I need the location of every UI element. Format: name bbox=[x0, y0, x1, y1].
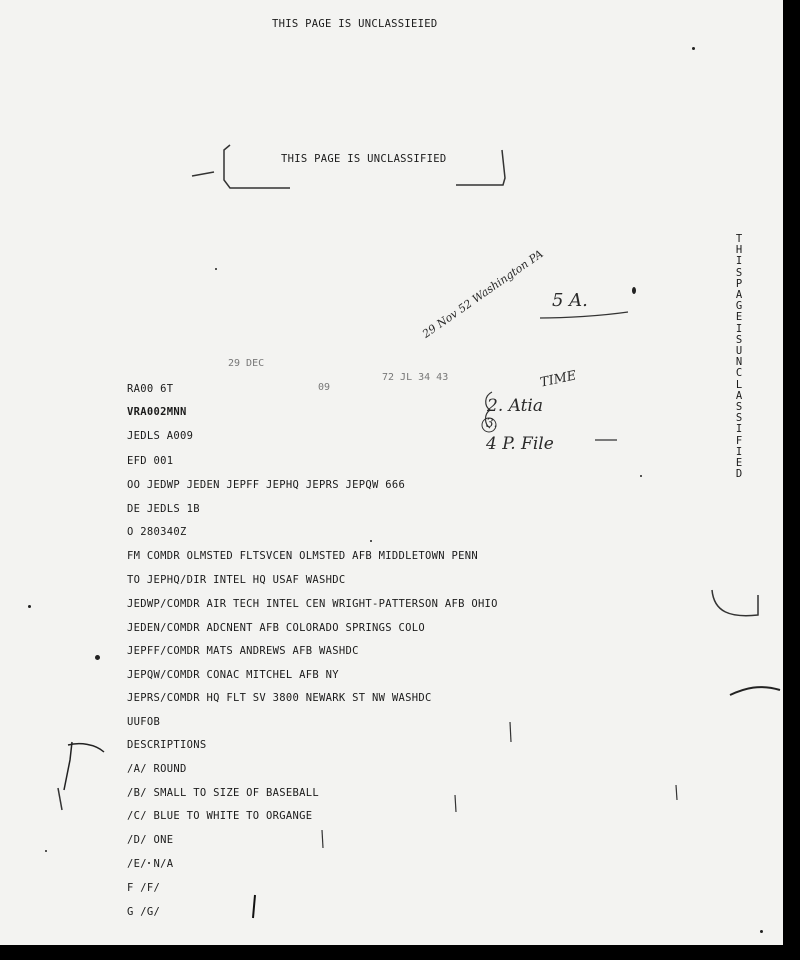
received-stamp-code: 72 JL 34 43 bbox=[382, 372, 449, 383]
classification-banner-side: THIS PAGE IS UNCLASSIFIED bbox=[735, 233, 749, 481]
message-line: JEDLS A009 bbox=[127, 430, 194, 442]
message-line: VRA002MNN bbox=[127, 406, 187, 418]
message-line: RA00 6T bbox=[127, 383, 174, 395]
message-line: /D/ ONE bbox=[127, 834, 174, 846]
message-line: /C/ BLUE TO WHITE TO ORGANGE bbox=[127, 810, 313, 822]
mark-right-squiggle bbox=[730, 687, 780, 695]
classification-banner-top: THIS PAGE IS UNCLASSIEIED bbox=[272, 18, 438, 30]
message-line: /B/ SMALL TO SIZE OF BASEBALL bbox=[127, 787, 320, 799]
bracket-frame-left bbox=[224, 145, 290, 188]
message-line: JEPQW/COMDR CONAC MITCHEL AFB NY bbox=[127, 669, 339, 681]
speck bbox=[640, 475, 642, 477]
handwritten-time-word: TIME bbox=[538, 368, 578, 391]
message-line: FM COMDR OLMSTED FLTSVCEN OLMSTED AFB MIDDLETOWN PENN bbox=[127, 550, 478, 562]
classification-banner-middle: THIS PAGE IS UNCLASSIFIED bbox=[281, 153, 447, 165]
message-line: UUFOB bbox=[127, 716, 161, 728]
mark-frame-left-arrow bbox=[192, 172, 214, 176]
mark-side-bracket bbox=[712, 590, 758, 616]
message-line: TO JEPHQ/DIR INTEL HQ USAF WASHDC bbox=[127, 574, 346, 586]
message-line: G /G/ bbox=[127, 906, 161, 918]
message-line: /A/ ROUND bbox=[127, 763, 187, 775]
mark-stroke-lower bbox=[455, 795, 456, 812]
message-line: /E/ N/A bbox=[127, 858, 174, 870]
speck bbox=[28, 605, 31, 608]
mark-stroke-mid bbox=[322, 830, 323, 848]
speck bbox=[45, 850, 47, 852]
mark-stroke-bottom bbox=[253, 895, 255, 918]
message-line: DE JEDLS 1B bbox=[127, 503, 200, 515]
message-line: JEDWP/COMDR AIR TECH INTEL CEN WRIGHT-PATTERSON AFB OHIO bbox=[127, 598, 498, 610]
speck bbox=[95, 655, 100, 660]
speck bbox=[760, 930, 763, 933]
speck bbox=[215, 268, 217, 270]
mark-stroke-left bbox=[58, 788, 62, 810]
message-line: F /F/ bbox=[127, 882, 161, 894]
handwritten-routing-file: 4 P. File bbox=[486, 434, 554, 454]
received-stamp-date: 29 DEC bbox=[228, 358, 265, 369]
message-line: JEDEN/COMDR ADCNENT AFB COLORADO SPRINGS COLO bbox=[127, 622, 425, 634]
handwritten-initials: 5 A. bbox=[552, 290, 588, 311]
message-line: DESCRIPTIONS bbox=[127, 739, 207, 751]
message-line: O 280340Z bbox=[127, 526, 187, 538]
message-line: OO JEDWP JEDEN JEPFF JEPHQ JEPRS JEPQW 666 bbox=[127, 479, 406, 491]
message-line: EFD 001 bbox=[127, 455, 174, 467]
bracket-frame-right bbox=[456, 150, 505, 185]
message-line: JEPRS/COMDR HQ FLT SV 3800 NEWARK ST NW WASHDC bbox=[127, 692, 432, 704]
received-stamp-time: 09 bbox=[318, 382, 331, 393]
speck bbox=[692, 47, 695, 50]
mark-left-hook bbox=[64, 742, 104, 790]
handwritten-routing-three: 3. bbox=[486, 416, 498, 430]
speck bbox=[370, 540, 372, 542]
handwritten-diagonal-note: 29 Nov 52 Washington PA bbox=[420, 247, 546, 341]
mark-stroke-tick bbox=[676, 785, 677, 800]
speck bbox=[632, 287, 636, 294]
handwritten-routing-atia: 2. Atia bbox=[487, 396, 544, 416]
mark-stroke-right bbox=[510, 722, 511, 742]
mark-underline bbox=[540, 312, 628, 318]
message-line: JEPFF/COMDR MATS ANDREWS AFB WASHDC bbox=[127, 645, 359, 657]
